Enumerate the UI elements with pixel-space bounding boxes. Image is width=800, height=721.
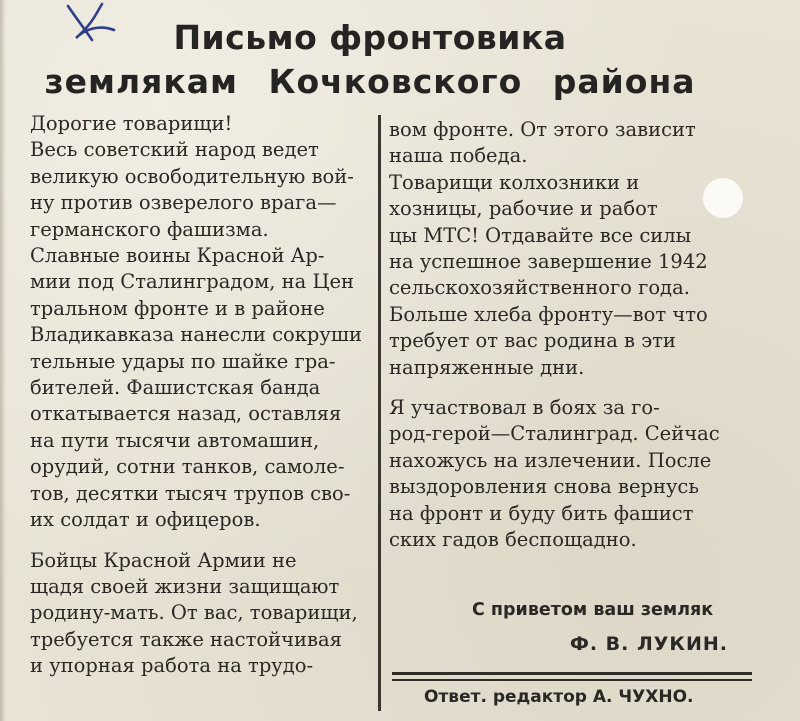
text-line: германского фашизма.: [30, 217, 269, 241]
text-line: Я участвовал в боях за го-: [389, 396, 660, 420]
text-line: откатывается назад, оставляя: [30, 402, 342, 426]
signature-greeting: С приветом ваш земляк: [472, 600, 714, 620]
text-line: Больше хлеба фронту—вот что: [389, 302, 708, 326]
text-line: ну против озверелого врага—: [30, 191, 337, 215]
text-line: бителей. Фашистская банда: [30, 376, 321, 400]
text-line: Весь советский народ ведет: [30, 138, 319, 162]
signature-name: Ф. В. ЛУКИН.: [570, 633, 728, 655]
text-line: Владикавказа нанесли сокруши: [30, 323, 363, 347]
text-line: родину-мать. От вас, товарищи,: [30, 601, 358, 625]
editor-credit: Ответ. редактор А. ЧУХНО.: [424, 687, 694, 707]
text-line: Бойцы Красной Армии не: [30, 548, 297, 572]
right-column: [389, 117, 759, 554]
headline-line-1: Письмо фронтовика: [173, 18, 567, 57]
text-line: нахожусь на излечении. После: [389, 448, 712, 472]
text-line: мии под Сталинградом, на Цен: [30, 270, 355, 294]
text-line: вом фронте. От этого зависит: [389, 118, 696, 141]
text-line: ских гадов беспощадно.: [389, 528, 637, 552]
text-line: орудий, сотни танков, самоле-: [30, 455, 345, 479]
text-line: щадя своей жизни защищают: [30, 574, 340, 598]
text-line: на пути тысячи автомашин,: [30, 428, 320, 452]
text-line: сельскохозяйственного года.: [389, 276, 690, 300]
text-line: их солдат и офицеров.: [30, 508, 261, 532]
text-line: Товарищи колхозники и: [389, 170, 640, 194]
text-line: и упорная работа на трудо-: [30, 654, 314, 678]
headline-line-2: землякам Кочковского района: [44, 62, 696, 101]
text-line: тов, десятки тысяч трупов сво-: [30, 481, 351, 505]
footer-rule: [392, 679, 752, 681]
text-line: хозницы, рабочие и работ: [389, 197, 658, 221]
footer-rule: [392, 672, 752, 675]
text-line: требует от вас родина в эти: [389, 329, 676, 353]
text-line: великую освободительную вой-: [30, 164, 354, 188]
text-line: наша победа.: [389, 144, 528, 168]
column-divider: [378, 115, 381, 711]
text-line: род-герой—Сталинград. Сейчас: [389, 422, 720, 446]
left-column: [30, 111, 375, 680]
paper-damage-spot: [703, 178, 743, 218]
text-line: требуется также настойчивая: [30, 627, 342, 651]
text-line: тельные удары по шайке гра-: [30, 349, 336, 373]
text-line: тральном фронте и в районе: [30, 296, 325, 320]
text-line: цы МТС! Отдавайте все силы: [389, 223, 692, 247]
text-line: напряженные дни.: [389, 355, 585, 379]
text-line: Дорогие товарищи!: [30, 112, 233, 135]
text-line: выздоровления снова вернусь: [389, 475, 699, 499]
text-line: на фронт и буду бить фашист: [389, 501, 694, 525]
text-line: на успешное завершение 1942: [389, 250, 708, 274]
paper-edge-shadow: [0, 0, 6, 721]
text-line: Славные воины Красной Ар-: [30, 244, 325, 268]
